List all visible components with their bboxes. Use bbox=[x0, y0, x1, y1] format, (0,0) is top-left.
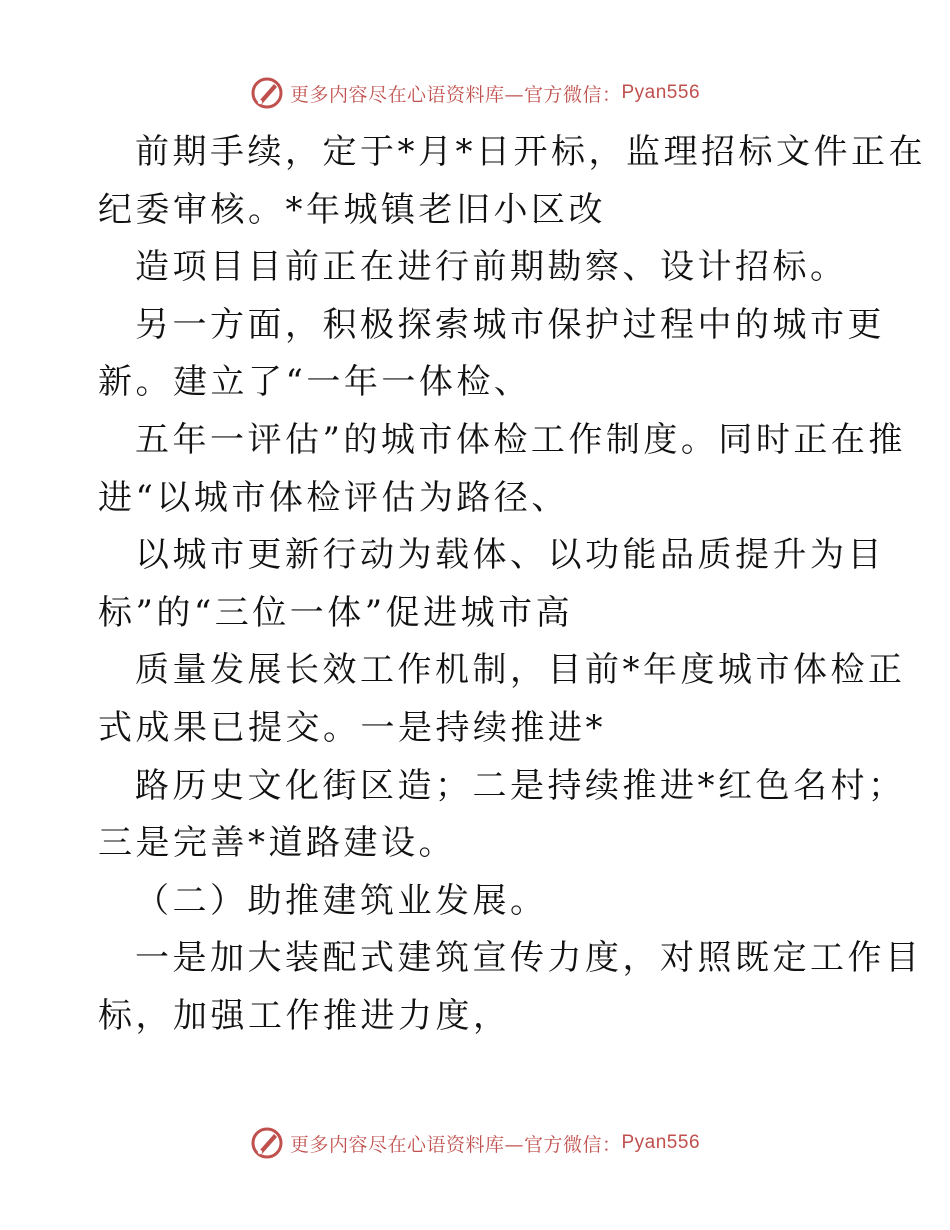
text-line: 质量发展长效工作机制，目前*年度城市体检正 bbox=[135, 650, 906, 691]
watermark-wechat-id: Pyan556 bbox=[621, 1132, 701, 1153]
document-body bbox=[98, 124, 926, 1046]
text-line: 标，加强工作推进力度， bbox=[98, 995, 511, 1036]
text-line: 式成果已提交。一是持续推进* bbox=[98, 707, 606, 748]
watermark-text: 更多内容尽在心语资料库—官方微信： bbox=[289, 1133, 622, 1156]
text-line: 纪委审核。*年城镇老旧小区改 bbox=[98, 189, 606, 230]
watermark-text: 更多内容尽在心语资料库—官方微信： bbox=[289, 83, 622, 106]
text-line: 以城市更新行动为载体、以功能品质提升为目 bbox=[135, 535, 885, 576]
pen-logo-icon bbox=[250, 1126, 284, 1160]
watermark-wechat-id: Pyan556 bbox=[621, 82, 701, 103]
section-heading: （二）助推建筑业发展。 bbox=[135, 880, 548, 921]
footer-watermark bbox=[0, 1126, 950, 1160]
text-line: 五年一评估”的城市体检工作制度。同时正在推 bbox=[135, 419, 906, 460]
text-line: 另一方面，积极探索城市保护过程中的城市更 bbox=[135, 304, 885, 345]
pen-logo-icon bbox=[250, 76, 284, 110]
text-line: 新。建立了“一年一体检、 bbox=[98, 362, 532, 403]
text-line: 造项目目前正在进行前期勘察、设计招标。 bbox=[135, 247, 848, 288]
header-watermark bbox=[0, 76, 950, 110]
text-line: 前期手续，定于*月*日开标，监理招标文件正在 bbox=[135, 132, 926, 172]
text-line: 进“以城市体检评估为路径、 bbox=[98, 477, 569, 518]
text-line: 三是完善*道路建设。 bbox=[98, 823, 456, 864]
text-line: 路历史文化街区造；二是持续推进*红色名村； bbox=[135, 765, 906, 806]
text-line: 一是加大装配式建筑宣传力度，对照既定工作目 bbox=[135, 938, 923, 979]
text-line: 标”的“三位一体”促进城市高 bbox=[98, 592, 574, 633]
